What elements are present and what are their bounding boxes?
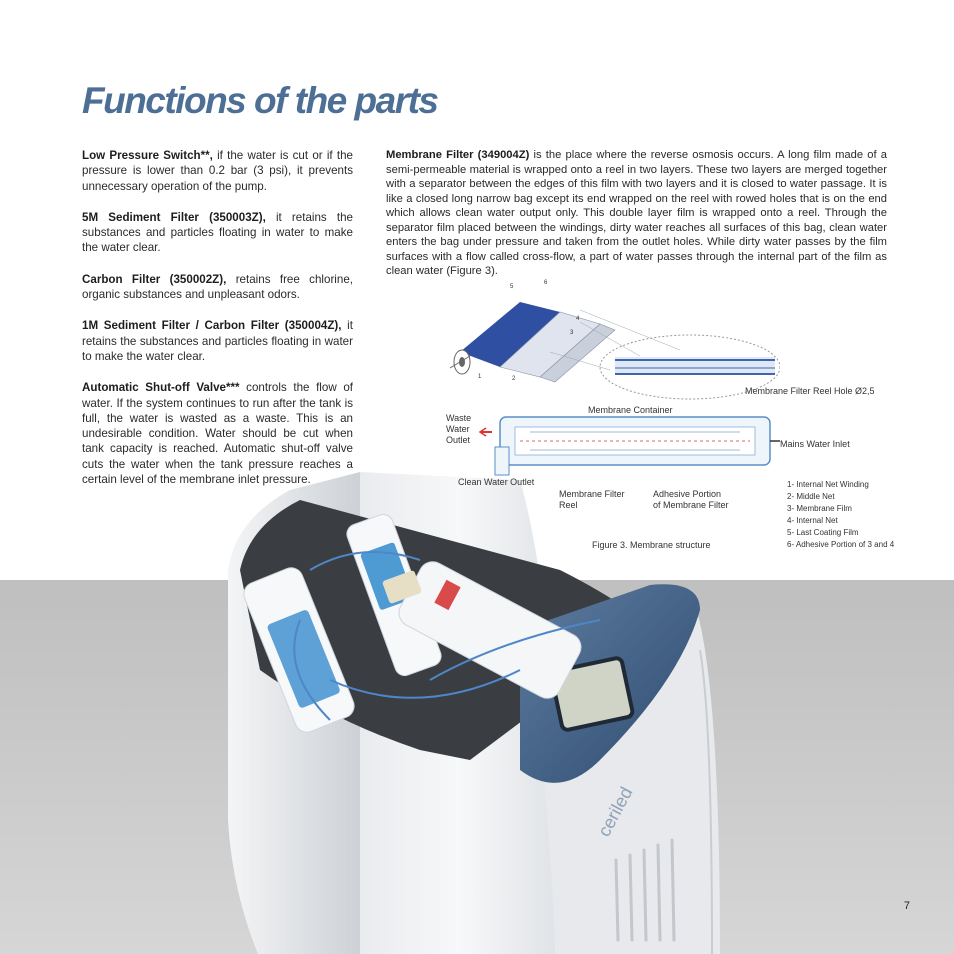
carbon-filter-heading: Carbon Filter (350002Z), [82, 272, 227, 286]
waste-label-line-1: Waste [446, 413, 472, 423]
diagram-number-5: 5 [510, 284, 514, 290]
sediment-filter-5m-heading: 5M Sediment Filter (350003Z), [82, 210, 266, 224]
right-column [386, 148, 887, 279]
diagram-legend [787, 479, 894, 551]
legend-item: 4- Internal Net [787, 516, 838, 525]
diagram-number-1: 1 [478, 374, 482, 380]
low-pressure-switch-text: if the water is cut or if the pressure is lower than 0.2 bar (3 psi), it prevents unnecessary operation of the pump. [82, 149, 353, 193]
diagram-number-3: 3 [570, 330, 574, 336]
waste-outlet-label [446, 413, 471, 446]
reel-label-line-2: Reel [559, 500, 578, 510]
adhesive-label [653, 489, 729, 511]
sediment-carbon-filter-text: it retains the substances and particles floating in water to make the water clear. [82, 319, 353, 363]
adhesive-label-line-1: Adhesive Portion [653, 489, 722, 499]
sediment-carbon-filter-paragraph [82, 318, 353, 364]
legend-item: 6- Adhesive Portion of 3 and 4 [787, 540, 895, 549]
carbon-filter-paragraph [82, 272, 353, 303]
sediment-carbon-filter-heading: 1M Sediment Filter / Carbon Filter (350004Z), [82, 319, 342, 333]
membrane-filter-paragraph [386, 148, 887, 279]
sediment-filter-5m-text: it retains the substances and particles floating in water to make the water clear. [82, 210, 353, 255]
membrane-filter-text: is the place where the reverse osmosis occurs. A long film made of a semi-permeable material is wrapped onto a reel in two layers. These two layers are merged together with a separator between the edges of this film with two layers and it is closed to water passage. It is like a closed long narrow bag except its end wrapped on the reel with rowed holes that is on the end which allows clean water output only. This double layer film is wrapped onto a reel. Through the separator film placed between the windings, dirty water reaches all surfaces of this bag, clean water enters the bag under pressure and taken from the outlet holes. While dirty water passes by the film surfaces with a flow called cross-flow, a part of water passes through the internal part of the film as clean water (Figure 3). [386, 149, 887, 277]
brand-logo: ceriled [593, 783, 637, 840]
low-pressure-switch-paragraph [82, 148, 353, 194]
page-number: 7 [903, 900, 910, 912]
membrane-filter-heading: Membrane Filter (349004Z) [386, 149, 530, 161]
diagram-number-6: 6 [544, 280, 548, 286]
sediment-filter-5m-paragraph [82, 210, 353, 256]
diagram-number-4: 4 [576, 316, 580, 322]
waste-label-line-2: Water [446, 424, 470, 434]
legend-item: 5- Last Coating Film [787, 528, 859, 537]
figure-caption: Figure 3. Membrane structure [592, 540, 711, 550]
low-pressure-switch-heading: Low Pressure Switch**, [82, 149, 213, 162]
shutoff-valve-text: controls the flow of water. If the system continues to run after the tank is full, the water is wasted as a waste. This is an undesirable condition. Water should be cut when tank capacity is reached. Automatic shut-off valve cuts the water when the tank pressure reaches a certain level of the membrane inlet pressure. [82, 381, 353, 487]
clean-outlet-label: Clean Water Outlet [458, 477, 535, 487]
reel-hole-label: Membrane Filter Reel Hole Ø2,5 [745, 386, 875, 396]
membrane-diagram [440, 272, 780, 482]
container-label: Membrane Container [588, 405, 673, 415]
carbon-filter-text: retains free chlorine, organic substances and unpleasant odors. [82, 272, 353, 302]
diagram-number-2: 2 [512, 376, 516, 382]
legend-item: 3- Membrane Film [787, 504, 852, 513]
mains-inlet-label: Mains Water Inlet [780, 439, 850, 449]
reel-label [559, 489, 625, 511]
shutoff-valve-heading: Automatic Shut-off Valve*** [82, 381, 240, 395]
page-title: Functions of the parts [82, 80, 438, 121]
adhesive-label-line-2: of Membrane Filter [653, 500, 729, 510]
waste-label-line-3: Outlet [446, 435, 471, 445]
legend-item: 2- Middle Net [787, 492, 835, 501]
reel-label-line-1: Membrane Filter [559, 489, 625, 499]
legend-item: 1- Internal Net Winding [787, 480, 869, 489]
